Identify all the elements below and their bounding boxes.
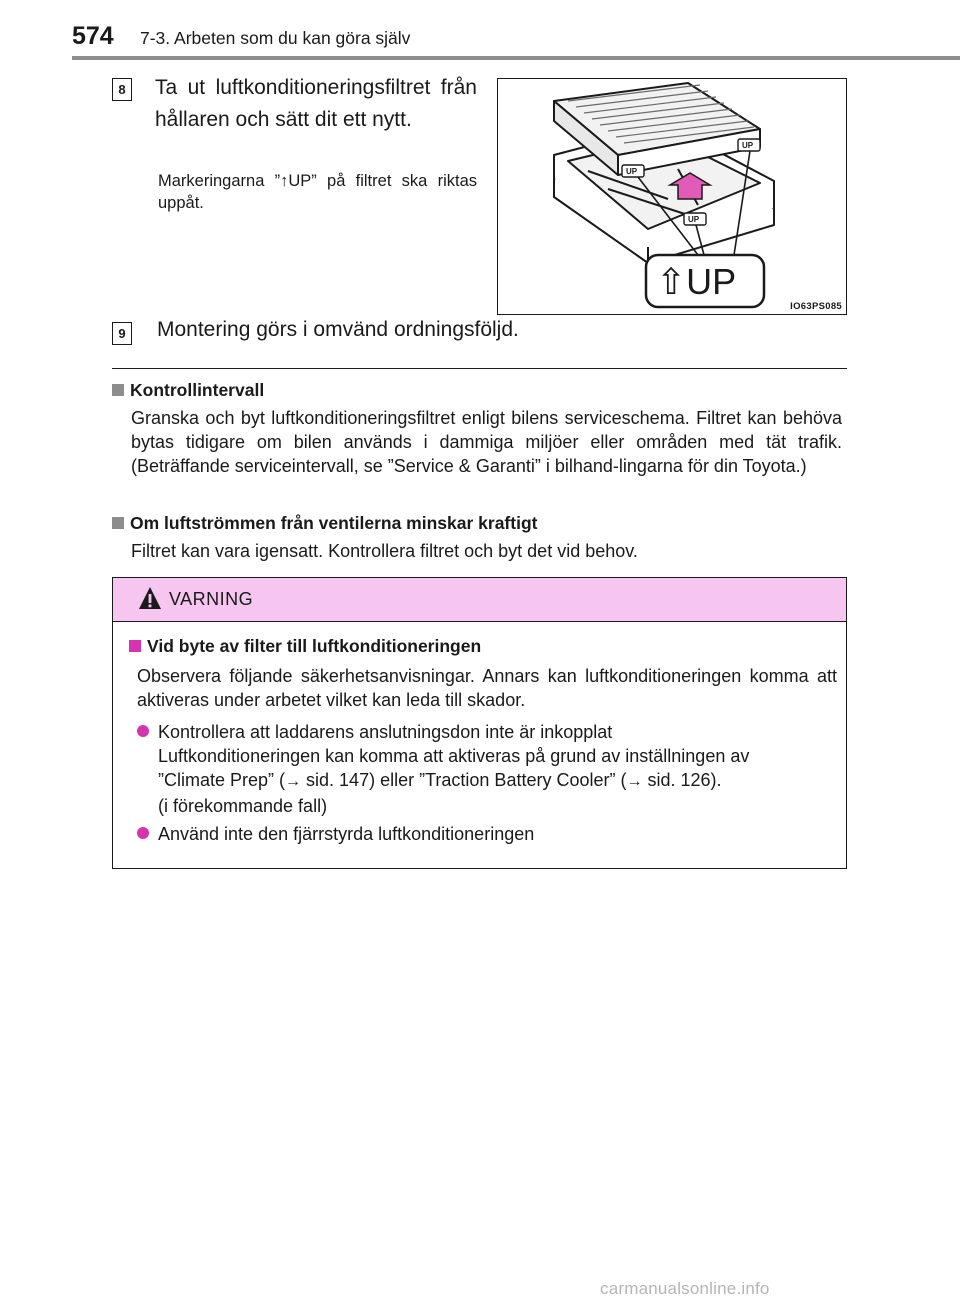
bullet-charger-line4: (i förekommande fall) bbox=[158, 796, 328, 816]
bullet-charger-line3-c: sid. 126). bbox=[642, 770, 722, 790]
bullet-dot-icon bbox=[137, 827, 149, 839]
bullet-charger-title: Kontrollera att laddarens anslutningsdon inte är inkopplat bbox=[158, 722, 613, 742]
bullet-charger-line3 bbox=[158, 768, 839, 794]
watermark: carmanualsonline.info bbox=[600, 1279, 770, 1298]
warning-body: Observera följande säkerhetsanvisningar. Annars kan luftkonditioneringen komma att aktiveras under arbetet vilket kan leda till skador. bbox=[137, 666, 837, 710]
square-bullet-icon bbox=[112, 384, 124, 396]
square-bullet-icon bbox=[112, 517, 124, 529]
up-label-small-3: UP bbox=[688, 215, 700, 224]
up-label-small-2: UP bbox=[742, 141, 754, 150]
arrow-right-icon: → bbox=[285, 773, 302, 790]
info-title-airflow bbox=[112, 513, 537, 534]
step-9-text: Montering görs i omvänd ordningsföljd. bbox=[157, 318, 519, 341]
warning-label: VARNING bbox=[169, 589, 254, 609]
square-bullet-icon bbox=[129, 640, 141, 652]
step-8-note: Markeringarna ”↑UP” på filtret ska riktas uppåt. bbox=[158, 172, 477, 212]
info-title-interval-text: Kontrollintervall bbox=[130, 380, 265, 400]
section-divider bbox=[112, 368, 847, 369]
filter-illustration bbox=[498, 79, 846, 314]
header-rule bbox=[72, 56, 960, 60]
info-title-airflow-text: Om luftströmmen från ventilerna minskar kraftigt bbox=[130, 513, 538, 533]
warning-box bbox=[112, 577, 847, 869]
info-title-interval bbox=[112, 380, 264, 401]
warning-subtitle bbox=[129, 636, 481, 657]
arrow-right-icon: → bbox=[626, 773, 643, 790]
filter-figure bbox=[497, 78, 847, 315]
page-header bbox=[72, 18, 960, 62]
section-title: 7-3. Arbeten som du kan göra själv bbox=[140, 28, 411, 48]
up-label-small-1: UP bbox=[626, 167, 638, 176]
bullet-dot-icon bbox=[137, 725, 149, 737]
info-body-airflow: Filtret kan vara igensatt. Kontrollera filtret och byt det vid behov. bbox=[131, 541, 638, 561]
warning-bullet-charger bbox=[137, 720, 839, 818]
figure-code: IO63PS085 bbox=[790, 301, 842, 312]
bullet-remote-text: Använd inte den fjärrstyrda luftkonditioneringen bbox=[158, 824, 535, 844]
bullet-charger-line3-b: sid. 147) eller ”Traction Battery Cooler” ( bbox=[301, 770, 627, 790]
page-number: 574 bbox=[72, 22, 114, 50]
step-8-badge: 8 bbox=[112, 78, 132, 101]
bullet-charger-line2: Luftkonditioneringen kan komma att aktiveras på grund av inställningen av bbox=[158, 746, 750, 766]
warning-subtitle-text: Vid byte av filter till luftkonditioneringen bbox=[147, 636, 482, 656]
info-body-interval: Granska och byt luftkonditioneringsfiltret enligt bilens serviceschema. Filtret kan behöva bytas tidigare om bilen används i dammiga miljöer eller områden med tät trafik. (Beträffande serviceintervall, se ”Service & Garanti” i bilhand-lingarna för din Toyota.) bbox=[131, 408, 842, 476]
step-8-text: Ta ut luftkonditioneringsfiltret från hållaren och sätt dit ett nytt. bbox=[155, 76, 477, 131]
warning-triangle-icon bbox=[138, 586, 162, 610]
warning-header bbox=[113, 578, 846, 622]
bullet-charger-line3-a: ”Climate Prep” ( bbox=[158, 770, 286, 790]
step-9-badge: 9 bbox=[112, 322, 132, 345]
up-label-large: ⇧UP bbox=[656, 261, 737, 302]
warning-bullet-remote bbox=[137, 822, 839, 846]
